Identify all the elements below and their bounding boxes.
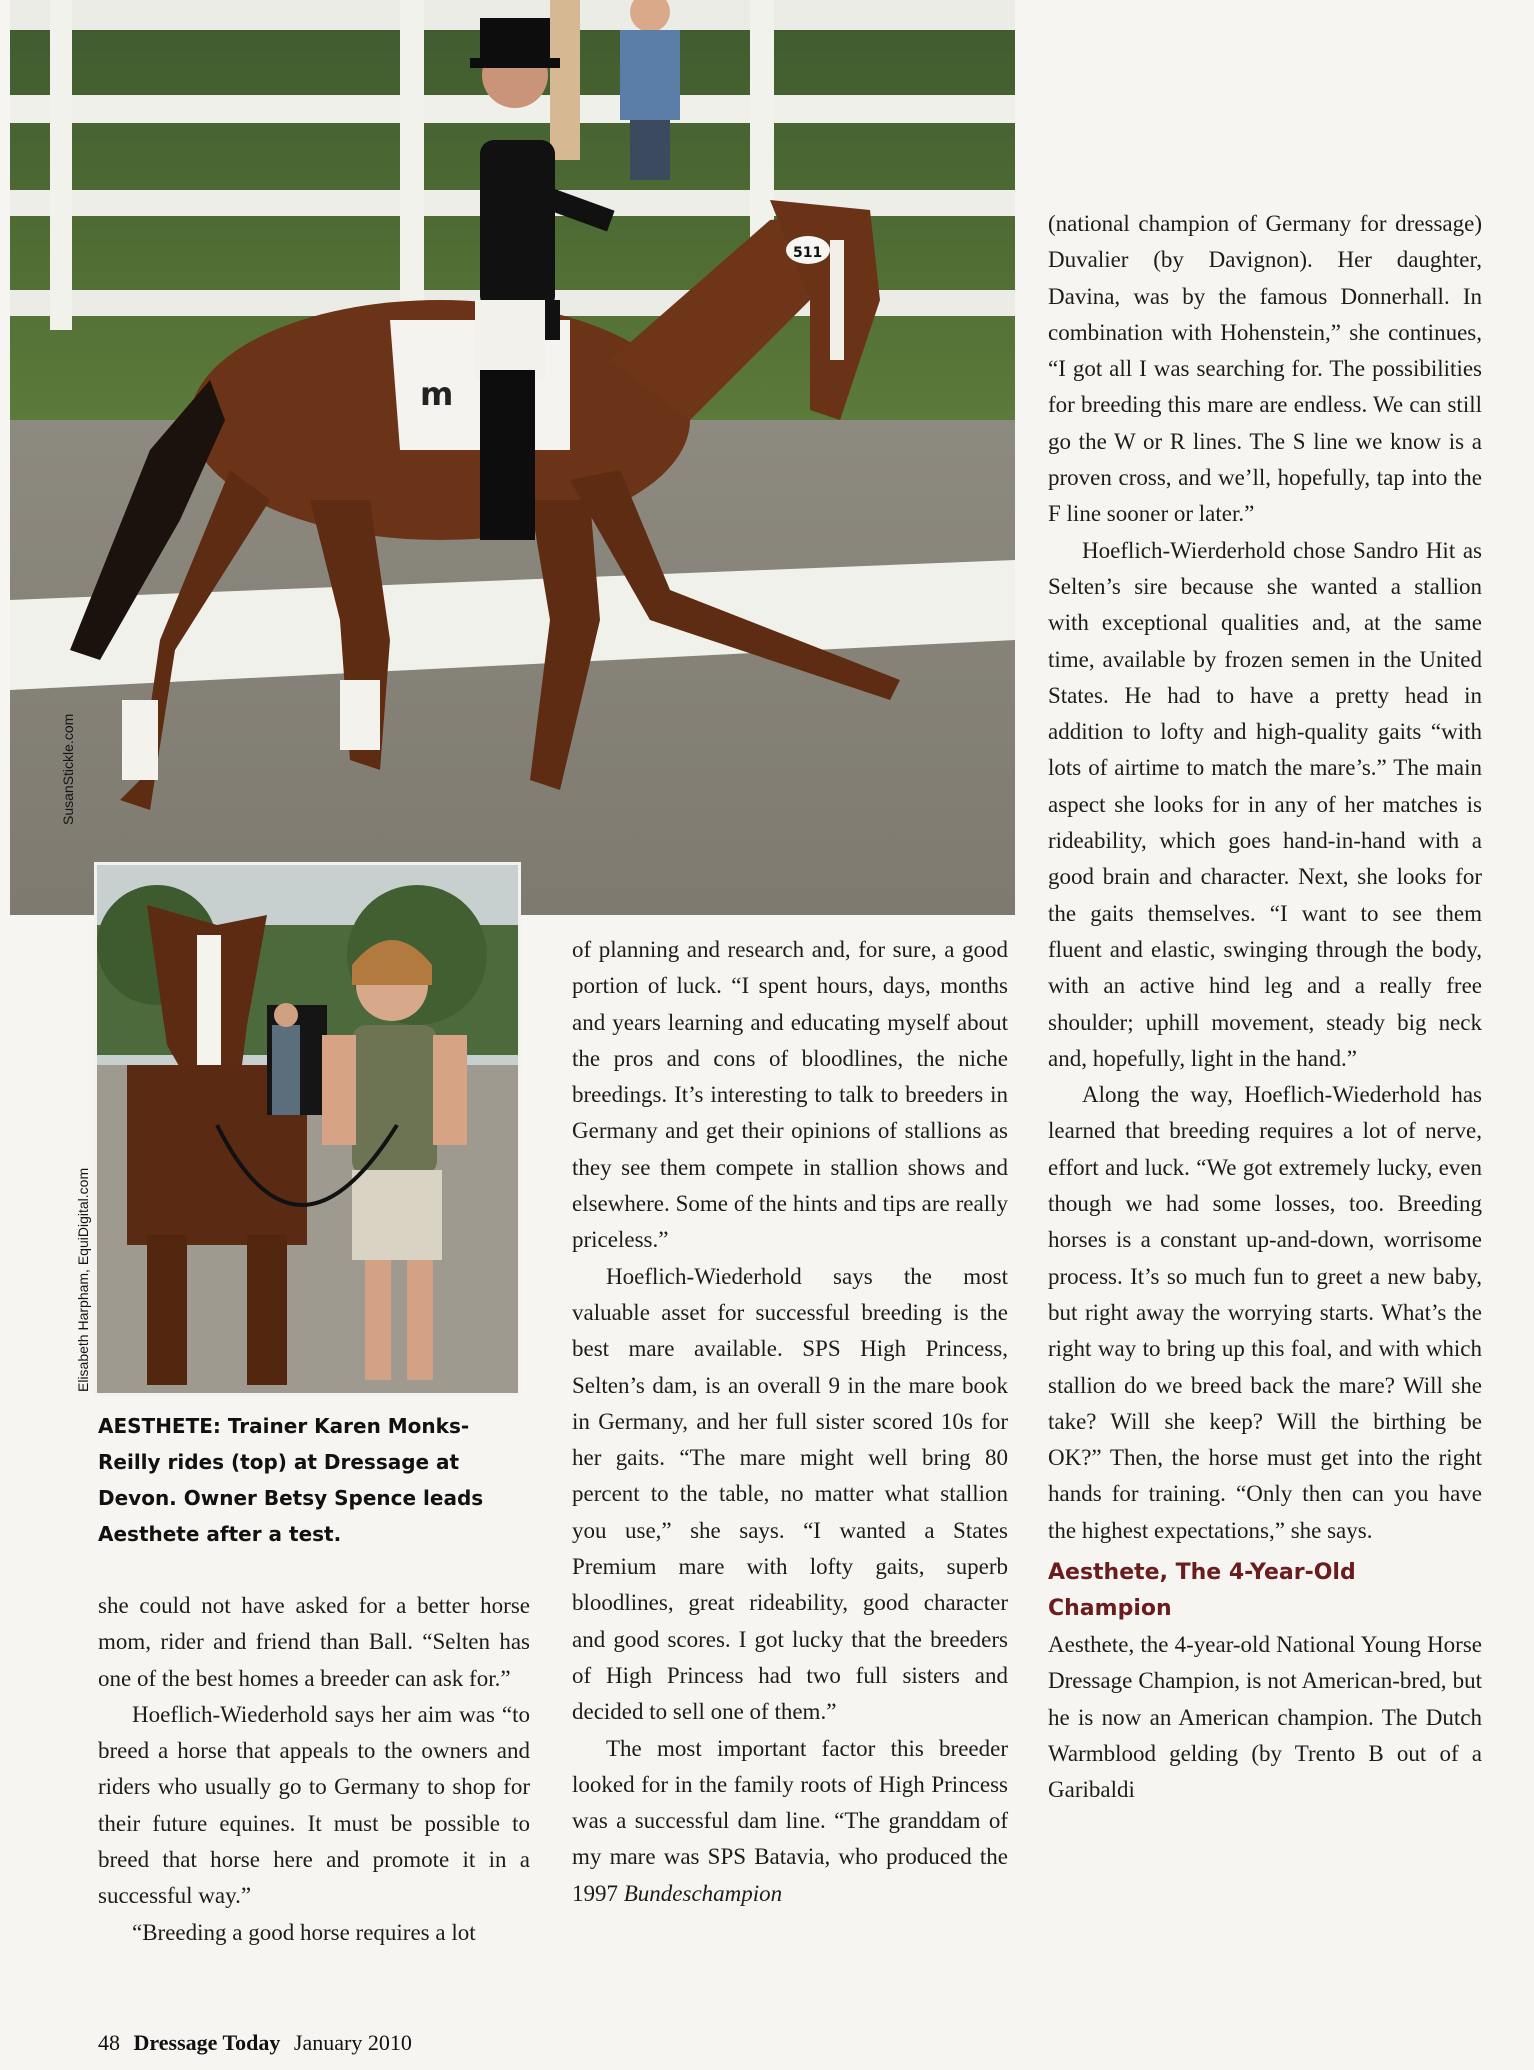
page-footer [98, 2030, 412, 2056]
paragraph: Hoeflich-Wiederhold says the most valuable asset for successful breeding is the best mare available. SPS High Princess, Selten’s dam, is an overall 9 in the mare book in Germany, and her full sister scored 10s for her gaits. “The mare might well bring 80 percent to the table, no matter what stallion you use,” she says. “I wanted a States Premium mare with lofty gaits, superb bloodlines, great rideability, good character and good scores. I got lucky that the breeders of High Princess had two full sisters and decided to sell one of them.” [572, 1263, 1008, 1725]
main-photo-credit: SusanStickle.com [60, 713, 76, 825]
inset-photo-credit: Elisabeth Harpham, EquiDigital.com [75, 1167, 91, 1392]
paragraph [572, 1731, 1008, 1912]
svg-text:511: 511 [793, 245, 823, 261]
paragraph: Along the way, Hoeflich-Wiederhold has learned that breeding requires a lot of nerve, effort and luck. “We got extremely lucky, even though we had some losses, too. Breeding horses is a constant up-and-down, worrisome process. It’s so much fun to greet a new baby, but right away the worrying starts. What’s the right way to bring up this foal, and with which stallion do we breed back the mare? Will she take? Will she keep? Will the birthing be OK?” Then, the horse must get into the right hands for training. “Only then can you have the highest expectations,” she says. [1048, 1082, 1482, 1543]
paragraph: Aesthete, the 4-year-old National Young Horse Dressage Champion, is not American-bred, but he is now an American champion. The Dutch Warmblood gelding (by Trento B out of a Garibaldi [1048, 1631, 1482, 1803]
paragraph: Hoeflich-Wiederhold says her aim was “to breed a horse that appeals to the owners and riders who usually go to Germany to shop for their future equines. It must be possible to breed that horse here and promote it in a successful way.” [98, 1701, 530, 1909]
paragraph: of planning and research and, for sure, a good portion of luck. “I spent hours, days, months and years learning and educating myself about the pros and cons of bloodlines, the niche breedings. It’s interesting to talk to breeders in Germany and get their opinions of stallions as they see them compete in stallion shows and elsewhere. Some of the hints and tips are really priceless.” [572, 937, 1008, 1253]
italic-term: Bundeschampion [623, 1880, 783, 1906]
text-column-3 [1048, 206, 1482, 1808]
horse-rider-photo-icon [10, 0, 1015, 915]
svg-text:m: m [420, 375, 454, 413]
photo-caption: AESTHETE: Trainer Karen Monks-Reilly rides (top) at Dressage at Devon. Owner Betsy Spence leads Aesthete after a test. [98, 1414, 484, 1546]
text-column-1 [98, 1588, 530, 1951]
horse-handler-photo-icon [97, 865, 518, 1393]
page-number: 48 [98, 2030, 120, 2055]
paragraph: (national champion of Germany for dressage) Duvalier (by Davignon). Her daughter, Davina, was by the famous Donnerhall. In combination with Hohenstein,” she continues, “I got all I was searching for. The possibilities for breeding this mare are endless. We can still go the W or R lines. The S line we know is a proven cross, and we’ll, hopefully, tap into the F line sooner or later.” [1048, 211, 1482, 527]
paragraph: “Breeding a good horse requires a lot [132, 1919, 476, 1945]
main-photo [10, 0, 1015, 915]
paragraph: Hoeflich-Wierderhold chose Sandro Hit as Selten’s sire because she wanted a stallion with exceptional qualities and, at the same time, available by frozen semen in the United States. He had to have a pretty head in addition to lofty and high-quality gaits “with lots of airtime to match the mare’s.” The main aspect she looks for in any of her matches is rideability, which goes hand-in-hand with a good brain and character. Next, she looks for the gaits themselves. “I want to see them fluent and elastic, swinging through the body, with an active hind leg and a really free shoulder; uphill movement, steady big neck and, hopefully, light in the hand.” [1048, 537, 1482, 1071]
section-subhead: Aesthete, The 4-Year-Old Champion [1048, 1559, 1356, 1621]
text-column-2 [572, 932, 1008, 1912]
inset-photo [94, 862, 521, 1396]
paragraph: she could not have asked for a better horse mom, rider and friend than Ball. “Selten has one of the best homes a breeder can ask for.” [98, 1593, 530, 1691]
publication-name: Dressage Today [133, 2030, 281, 2055]
issue-date: January 2010 [293, 2030, 412, 2055]
paragraph-text: The most important factor this breeder looked for in the family roots of High Princess was a successful dam line. “The granddam of my mare was SPS Batavia, who produced the 1997 [572, 1735, 1008, 1906]
